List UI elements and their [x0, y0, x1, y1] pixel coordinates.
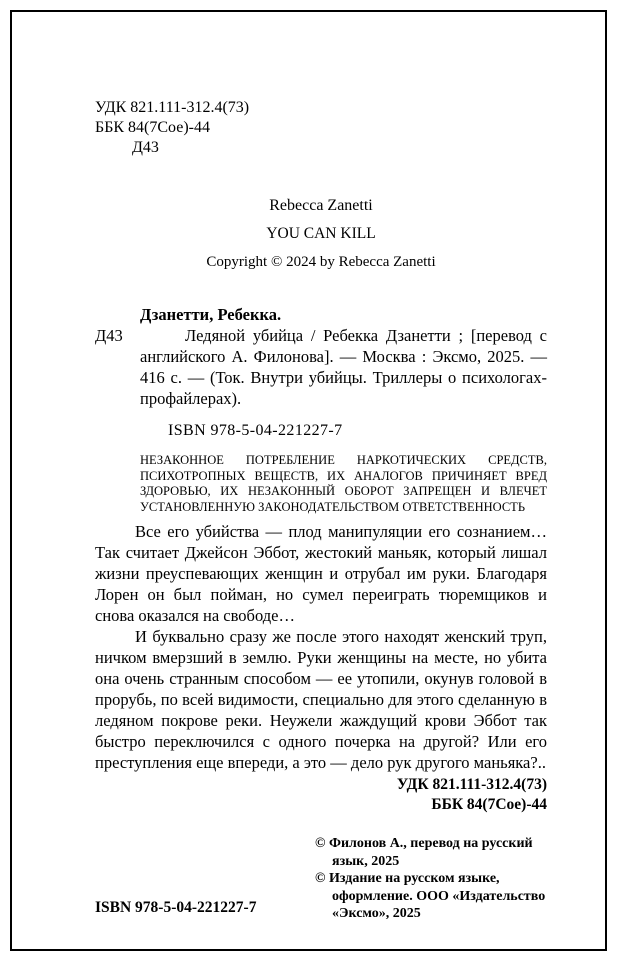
original-edition-block	[95, 192, 547, 276]
original-title: YOU CAN KILL	[266, 225, 376, 242]
copyright-symbol: ©	[315, 836, 326, 851]
annotation-paragraph-2: И буквально сразу же после этого находят женский труп, ничком вмерзший в землю. Руки женщины на месте, но убита она очень странным способом — ее утопили, окунув головой в прорубь, по всей видимости, специально для этого сделанную в ледяном покрове реки. Неужели жаждущий крови Эббот так быстро переключился с одного почерка на другой? Или его преступления еще впереди, а это — дело рук другого маньяка?..	[95, 627, 547, 772]
copyright-symbol: ©	[315, 871, 326, 886]
bbk-code-bottom: ББК 84(7Сое)-44	[431, 796, 547, 813]
isbn-bottom: ISBN 978-5-04-221227-7	[95, 898, 257, 916]
original-author: Rebecca Zanetti	[269, 197, 373, 214]
copyright-credits	[315, 835, 547, 923]
catalog-entry	[95, 325, 547, 409]
isbn-catalog: ISBN 978-5-04-221227-7	[168, 422, 343, 439]
bbk-code: ББК 84(7Сое)-44	[95, 119, 210, 136]
catalog-author: Дзанетти, Ребекка.	[140, 305, 282, 324]
translation-copyright	[315, 835, 547, 870]
classification-codes-bottom	[95, 775, 547, 815]
catalog-entry-text: Ледяной убийца / Ребекка Дзанетти ; [перевод с английского А. Филонова]. — Москва : Эксмо, 2025. — 416 с. — (Ток. Внутри убийцы. Триллеры о психологах-профайлерах).	[140, 326, 547, 408]
udk-code-bottom: УДК 821.111-312.4(73)	[396, 776, 547, 793]
annotation-block	[95, 521, 547, 773]
classification-codes-top	[95, 98, 547, 158]
original-copyright: Copyright © 2024 by Rebecca Zanetti	[206, 254, 436, 270]
bottom-row	[95, 835, 547, 923]
edition-copyright-text: Издание на русском языке, оформление. ООО «Издательство «Эксмо», 2025	[328, 871, 546, 921]
udk-code: УДК 821.111-312.4(73)	[95, 99, 250, 116]
edition-copyright	[315, 870, 547, 923]
translation-copyright-text: Филонов А., перевод на русский язык, 2025	[328, 836, 533, 869]
annotation-paragraph-1: Все его убийства — плод манипуляции его сознанием… Так считает Джейсон Эббот, жестокий маньяк, который лишал жизни преуспевающих женщин и отрубал им руки. Благодаря Лорен он был пойман, но сумел переиграть тюремщиков и снова оказался на свободе…	[95, 522, 547, 625]
author-sign-margin: Д43	[95, 326, 123, 345]
author-sign-code: Д43	[132, 139, 159, 156]
drug-warning-notice: НЕЗАКОННОЕ ПОТРЕБЛЕНИЕ НАРКОТИЧЕСКИХ СРЕДСТВ, ПСИХОТРОПНЫХ ВЕЩЕСТВ, ИХ АНАЛОГОВ ПРИЧИНЯЕТ ВРЕД ЗДОРОВЬЮ, ИХ НЕЗАКОННЫЙ ОБОРОТ ЗАПРЕЩЕН И ВЛЕЧЕТ УСТАНОВЛЕННУЮ ЗАКОНОДАТЕЛЬСТВОМ ОТВЕТСТВЕННОСТЬ	[140, 453, 547, 514]
